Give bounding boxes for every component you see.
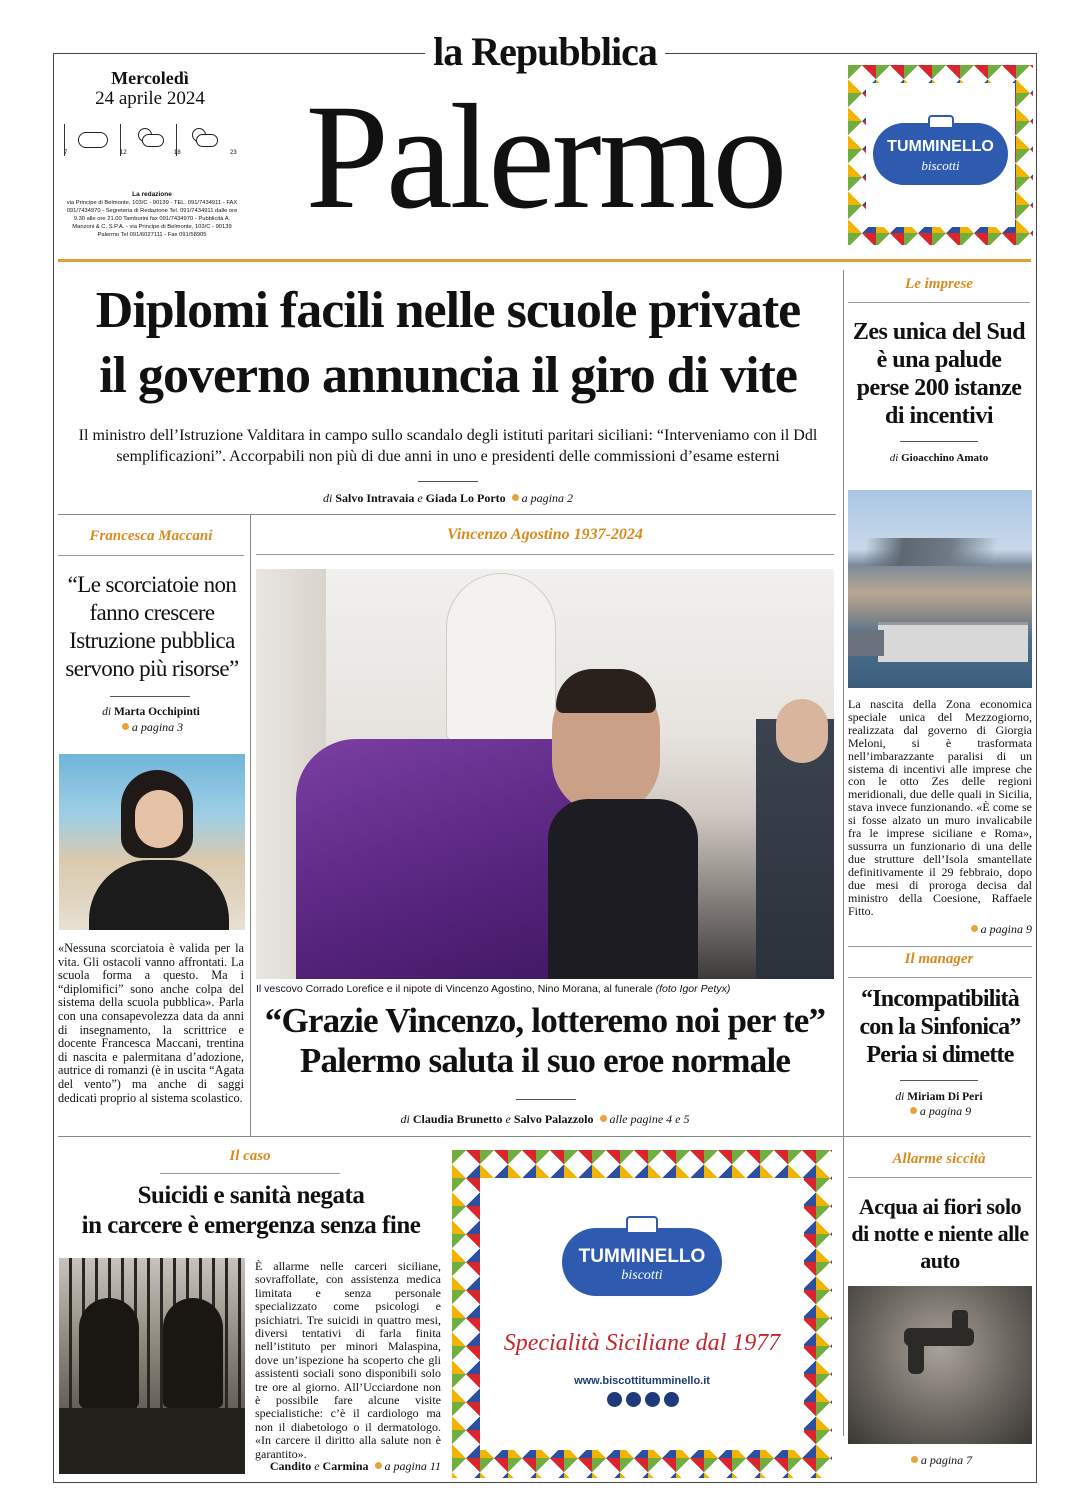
center-headline-line1: “Grazie Vincenzo, lotteremo noi per te” xyxy=(264,1001,826,1040)
masthead-rule-right xyxy=(665,53,1037,54)
ad-bottom-brand: TUMMINELLO xyxy=(578,1246,706,1267)
right-top-body: La nascita della Zona economica speciale unica del Mezzogiorno, realizzata dal governo di Giorgia Meloni, si è trasformata nell’imbarazzante paralisi di un sistema di incentivi alle imprese che con le otto Zes delle regioni meridionali, due delle quali in Sicilia, stava invece funzionando. «È come se si fosse alzato un muro invalicabile fra le imprese siciliane e Roma», sussurra un funzionario di una delle due strutture dell’Isola smantellate definitivamente il 29 febbraio, dopo due mesi di proroga decisa dal ministro della Coesione, Raffaele Fitto. xyxy=(848,697,1032,918)
lead-headline[interactable] xyxy=(58,278,838,408)
byline-prefix: di xyxy=(322,491,333,505)
left-author[interactable]: Marta Occhipinti xyxy=(113,706,200,718)
ad-bottom[interactable] xyxy=(452,1150,832,1478)
bottom-left-author-2[interactable]: Carmina xyxy=(322,1459,369,1473)
bottom-left-page-ref[interactable]: a pagina 11 xyxy=(384,1459,441,1473)
brand-logo[interactable]: la Repubblica xyxy=(433,29,657,74)
redazione-title: La redazione xyxy=(132,191,172,198)
right-mid-author[interactable]: Miriam Di Peri xyxy=(907,1091,983,1103)
lead-author-1[interactable]: Salvo Intravaia xyxy=(335,491,415,505)
kicker-rule xyxy=(256,554,834,555)
bottom-section-rule xyxy=(58,1136,1031,1137)
tap-photo[interactable] xyxy=(848,1286,1032,1444)
bottom-left-headline-line1: Suicidi e sanità negata xyxy=(137,1182,365,1209)
crown-icon xyxy=(626,1216,658,1234)
byline-prefix: di xyxy=(102,706,112,718)
bullet-icon xyxy=(122,723,129,730)
lead-bottom-rule xyxy=(58,514,836,515)
prison-photo[interactable] xyxy=(59,1258,245,1474)
bottom-left-headline-line2: in carcere è emergenza senza fine xyxy=(81,1212,421,1239)
masthead-rule-left xyxy=(53,53,425,54)
bottom-left-body: È allarme nelle carceri siciliane, sovraffollate, con assistenza medica limitata e senza personale specializzato come psicologi e psichiatri. Tre suicidi in quattro mesi, diversi tentativi di farla finita nell’istituto per minori Malaspina, dove un’ispezione ha scoperto che gli assistenti sociali sono disponibili solo tre ore al giorno. All’Ucciardone non è possibile fare alcune visite specialistiche: c’è il cardiologo ma non il diabetologo o il dermatologo. «In carcere il diritto alla salute non è garantito». xyxy=(255,1259,441,1461)
center-divider xyxy=(516,1099,576,1100)
ad-top-sub: biscotti xyxy=(921,158,960,173)
social-icons xyxy=(607,1392,679,1408)
lead-headline-line1: Diplomi facili nelle scuole private xyxy=(95,282,801,339)
bullet-icon xyxy=(971,925,978,932)
center-byline xyxy=(256,1112,834,1127)
weather-strip xyxy=(64,124,244,164)
left-kicker: Francesca Maccani xyxy=(89,528,213,544)
byline-prefix: di xyxy=(895,1091,905,1103)
facebook-icon[interactable] xyxy=(607,1392,622,1407)
bullet-icon xyxy=(512,494,519,501)
right-mid-divider xyxy=(900,1080,978,1081)
right-mid-byline xyxy=(848,1091,1030,1103)
right-top-page-ref[interactable]: a pagina 9 xyxy=(980,922,1032,936)
kicker-rule xyxy=(58,555,244,556)
date-label: 24 aprile 2024 xyxy=(95,88,205,109)
bullet-icon xyxy=(600,1115,607,1122)
left-page xyxy=(58,720,244,735)
left-byline xyxy=(58,706,244,718)
ad-bottom-badge xyxy=(562,1228,722,1296)
ad-bottom-url[interactable]: www.biscottitumminello.it xyxy=(574,1375,710,1387)
bottom-left-kicker: Il caso xyxy=(229,1148,271,1164)
byline-and: e xyxy=(417,491,423,505)
right-mid-headline[interactable]: “Incompatibilità con la Sinfonica” Peria si dimette xyxy=(859,986,1021,1068)
byline-prefix: di xyxy=(400,1112,410,1126)
weather-hour: 23 xyxy=(230,150,237,156)
center-kicker: Vincenzo Agostino 1937-2024 xyxy=(447,526,643,543)
kicker-rule xyxy=(848,1177,1032,1178)
bottom-left-author-1[interactable]: Candito xyxy=(269,1459,312,1473)
center-author-1[interactable]: Claudia Brunetto xyxy=(412,1112,503,1126)
port-photo[interactable] xyxy=(848,490,1032,688)
kicker-rule xyxy=(160,1173,340,1174)
instagram-icon[interactable] xyxy=(626,1392,641,1407)
lead-divider xyxy=(418,481,478,482)
weather-hour: 12 xyxy=(120,150,127,156)
left-quote[interactable]: “Le scorciatoie non fanno crescere Istruzione pubblica servono più risorse” xyxy=(65,572,239,681)
ad-top[interactable] xyxy=(848,65,1033,245)
kicker-rule xyxy=(848,977,1032,978)
youtube-icon[interactable] xyxy=(664,1392,679,1407)
masthead-underline xyxy=(58,259,1031,262)
linkedin-icon[interactable] xyxy=(645,1392,660,1407)
lead-summary: Il ministro dell’Istruzione Valditara in campo sullo scandalo degli istituti paritari siciliani: “Interveniamo con il Ddl semplificazioni”. Accorpabili non più di due anni in uno e presidenti delle commissioni d’esame esterni xyxy=(78,427,818,465)
photo-credit: (foto Igor Petyx) xyxy=(655,983,731,995)
weather-hour: 7 xyxy=(64,150,68,156)
sun-cloud-icon xyxy=(134,126,164,150)
bottom-right-page xyxy=(848,1453,1032,1468)
frame-right xyxy=(1036,53,1037,1483)
frame-bottom xyxy=(53,1482,1037,1483)
kicker-rule xyxy=(848,302,1030,303)
redazione-text: via Principe di Belmonte, 103/C - 90139 - TEL. 091/7434911 - FAX 091/7434970 - Segreteria di Redazione Tel. 091/7434911 dalle ore 9.30 alle ore 21.00 Tamburini fax 091/7434970 - Pubblicità A. Manzoni & C. S.P.A. - via Principe di Belmonte, 103/C - 90139 Palermo Tel 091/6027111 - Fax 091/58905 xyxy=(66,200,238,238)
right-mid-kicker: Il manager xyxy=(904,951,974,967)
ad-top-badge xyxy=(873,123,1008,185)
crown-icon xyxy=(928,115,954,129)
ad-bottom-slogan: Specialità Siciliane dal 1977 xyxy=(503,1330,781,1356)
byline-prefix: di xyxy=(889,452,899,464)
bottom-left-headline[interactable] xyxy=(56,1181,446,1241)
lead-byline xyxy=(58,491,838,506)
weather-hour: 18 xyxy=(174,150,181,156)
bullet-icon xyxy=(375,1462,382,1469)
left-divider xyxy=(110,696,190,697)
right-mid-page-ref[interactable]: a pagina 9 xyxy=(919,1104,972,1118)
bottom-right-page-ref[interactable]: a pagina 7 xyxy=(920,1453,973,1467)
frame-left xyxy=(53,53,54,1483)
bullet-icon xyxy=(910,1107,917,1114)
ad-bottom-sub: biscotti xyxy=(621,1268,663,1283)
left-body: «Nessuna scorciatoia è valida per la vita. Gli ostacoli vanno affrontati. La scuola forma a questo. Ma i “diplomifici” sono anche colpa del sistema della scuola pubblica». Parla con una consapevolezza data da anni di insegnamento, la scrittrice e docente Francesca Maccani, trentina di nascita e palermitana d’adozione, autrice di romanzi (è in uscita “Agata del vento”) ma anche di saggi dedicati proprio al sistema scolastico. xyxy=(58,941,244,1105)
lead-page-ref[interactable]: a pagina 2 xyxy=(521,491,574,505)
sun-cloud-icon xyxy=(188,126,218,150)
right-top-author[interactable]: Gioacchino Amato xyxy=(901,452,989,464)
right-column-divider xyxy=(843,270,844,1436)
photo-caption xyxy=(256,983,834,995)
right-top-divider xyxy=(900,441,978,442)
day-label: Mercoledì xyxy=(111,68,189,88)
cloud-icon xyxy=(78,132,108,148)
right-mid-top-rule xyxy=(848,946,1032,947)
edition-title: Palermo xyxy=(305,74,785,240)
ad-top-brand: TUMMINELLO xyxy=(887,138,994,155)
lead-headline-line2: il governo annuncia il giro di vite xyxy=(99,347,797,404)
bullet-icon xyxy=(911,1456,918,1463)
bottom-right-headline[interactable]: Acqua ai fiori solo di notte e niente alle auto xyxy=(851,1194,1029,1273)
lead-author-2[interactable]: Giada Lo Porto xyxy=(425,491,506,505)
center-headline-line2: Palermo saluta il suo eroe normale xyxy=(299,1041,791,1080)
right-top-byline xyxy=(848,452,1030,464)
byline-and: e xyxy=(505,1112,511,1126)
funeral-photo[interactable] xyxy=(256,569,834,979)
right-top-kicker: Le imprese xyxy=(905,276,973,292)
right-top-headline[interactable]: Zes unica del Sud è una palude perse 200 istanze di incentivi xyxy=(852,319,1026,429)
bottom-left-byline xyxy=(255,1459,441,1474)
bottom-right-kicker: Allarme siccità xyxy=(892,1151,986,1167)
center-author-2[interactable]: Salvo Palazzolo xyxy=(513,1112,594,1126)
left-page-ref[interactable]: a pagina 3 xyxy=(131,720,184,734)
author-portrait-photo[interactable] xyxy=(59,754,245,930)
photo-caption-text: Il vescovo Corrado Lorefice e il nipote di Vincenzo Agostino, Nino Morana, al funerale xyxy=(256,983,653,995)
center-headline[interactable] xyxy=(250,1001,840,1081)
center-page-ref[interactable]: alle pagine 4 e 5 xyxy=(609,1112,690,1126)
right-mid-page xyxy=(848,1104,1030,1119)
right-top-page xyxy=(848,922,1032,937)
byline-and: e xyxy=(314,1459,320,1473)
